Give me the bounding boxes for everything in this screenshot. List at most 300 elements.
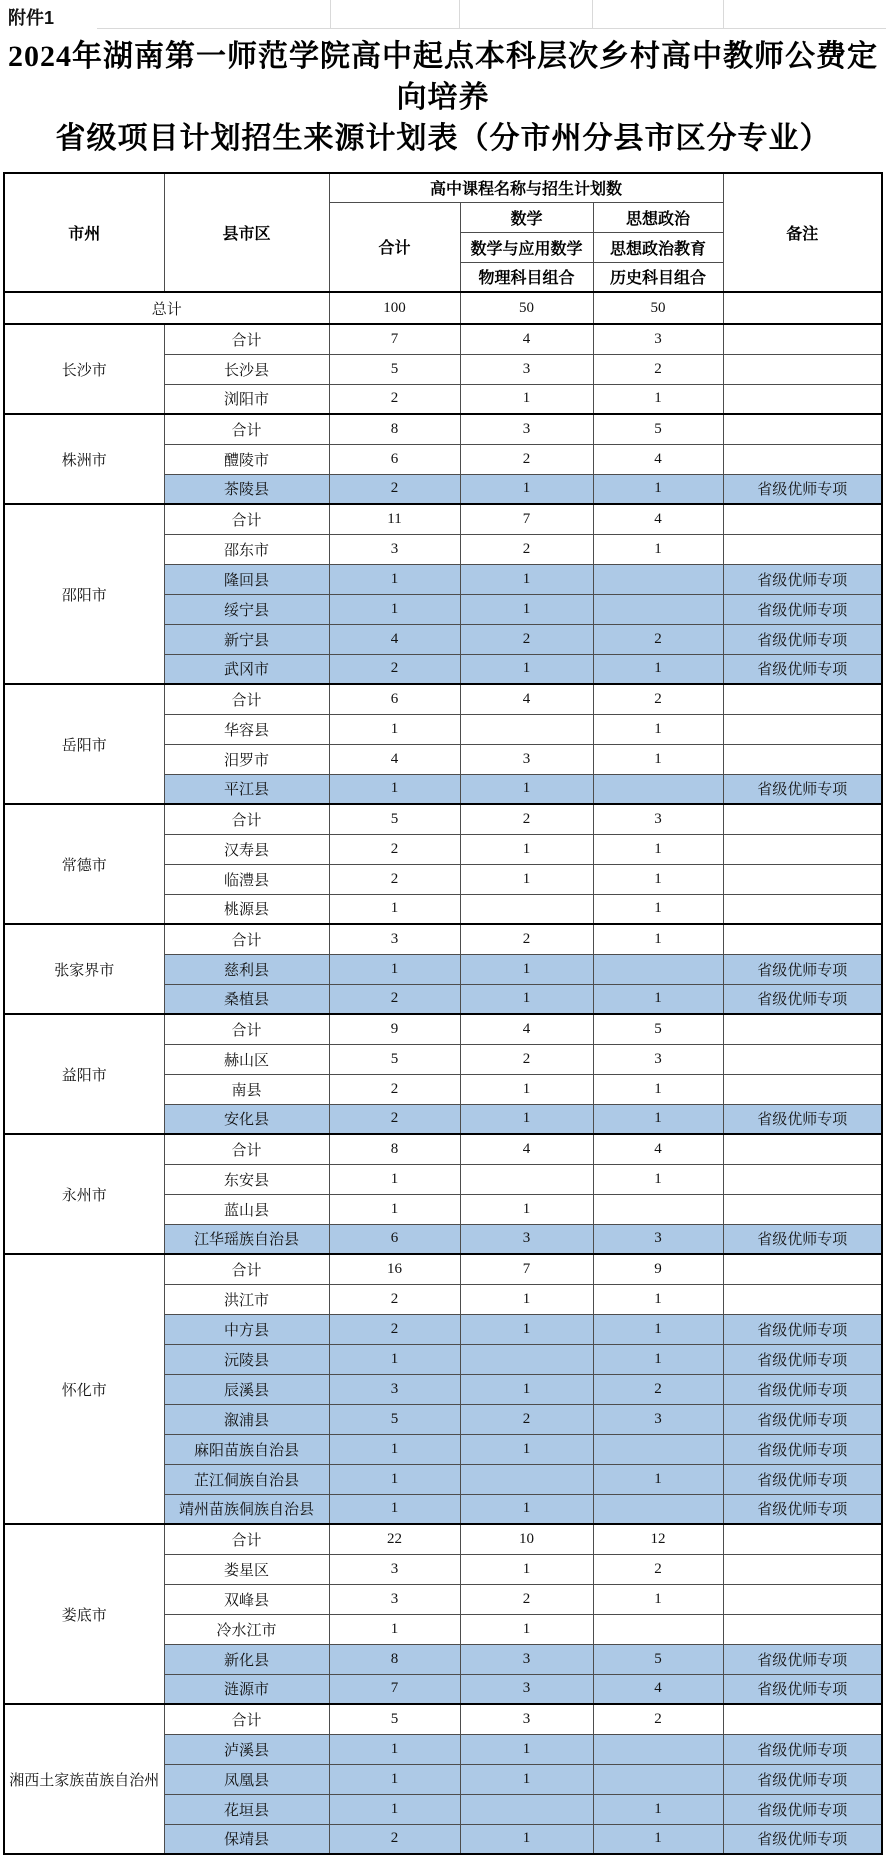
remark-cell: 省级优师专项 — [723, 624, 882, 654]
math-cell: 1 — [460, 384, 593, 414]
math-cell: 1 — [460, 1374, 593, 1404]
math-cell — [460, 714, 593, 744]
math-cell: 2 — [460, 804, 593, 834]
county-cell: 东安县 — [164, 1164, 329, 1194]
city-cell: 株洲市 — [4, 414, 164, 504]
city-cell: 常德市 — [4, 804, 164, 924]
county-cell: 涟源市 — [164, 1674, 329, 1704]
city-cell: 永州市 — [4, 1134, 164, 1254]
page-title-line1: 2024年湖南第一师范学院高中起点本科层次乡村高中教师公费定向培养 — [8, 40, 878, 114]
politics-cell: 1 — [593, 924, 723, 954]
math-cell: 4 — [460, 684, 593, 714]
remark-cell — [723, 864, 882, 894]
politics-cell: 1 — [593, 1314, 723, 1344]
math-cell: 1 — [460, 984, 593, 1014]
remark-cell: 省级优师专项 — [723, 1314, 882, 1344]
county-cell: 桑植县 — [164, 984, 329, 1014]
politics-cell: 1 — [593, 894, 723, 924]
politics-cell: 1 — [593, 1074, 723, 1104]
math-cell: 1 — [460, 1614, 593, 1644]
county-cell: 洪江市 — [164, 1284, 329, 1314]
total-cell: 2 — [329, 384, 460, 414]
county-cell: 花垣县 — [164, 1794, 329, 1824]
county-cell: 临澧县 — [164, 864, 329, 894]
remark-cell — [723, 714, 882, 744]
table-header — [4, 173, 882, 292]
math-cell: 4 — [460, 324, 593, 354]
politics-cell: 3 — [593, 1404, 723, 1434]
remark-cell — [723, 444, 882, 474]
header-course-group: 高中课程名称与招生计划数 — [329, 173, 723, 202]
county-cell: 茶陵县 — [164, 474, 329, 504]
county-cell: 辰溪县 — [164, 1374, 329, 1404]
politics-cell: 1 — [593, 1164, 723, 1194]
remark-cell: 省级优师专项 — [723, 1104, 882, 1134]
politics-cell — [593, 594, 723, 624]
header-math: 数学 — [460, 202, 593, 232]
total-cell: 2 — [329, 984, 460, 1014]
total-cell: 1 — [329, 1614, 460, 1644]
total-cell: 1 — [329, 1734, 460, 1764]
total-cell: 8 — [329, 1134, 460, 1164]
county-cell: 邵东市 — [164, 534, 329, 564]
total-cell: 3 — [329, 1374, 460, 1404]
remark-cell: 省级优师专项 — [723, 594, 882, 624]
total-cell: 1 — [329, 1164, 460, 1194]
politics-cell: 2 — [593, 1704, 723, 1734]
remark-cell — [723, 1584, 882, 1614]
table-row — [4, 324, 882, 354]
math-cell: 1 — [460, 1104, 593, 1134]
county-cell: 凤凰县 — [164, 1764, 329, 1794]
header-county: 县市区 — [164, 173, 329, 292]
remark-cell: 省级优师专项 — [723, 1344, 882, 1374]
county-cell: 娄星区 — [164, 1554, 329, 1584]
remark-cell — [723, 414, 882, 444]
politics-cell — [593, 1434, 723, 1464]
total-cell: 11 — [329, 504, 460, 534]
remark-cell: 省级优师专项 — [723, 954, 882, 984]
remark-cell — [723, 1704, 882, 1734]
remark-cell — [723, 744, 882, 774]
remark-cell: 省级优师专项 — [723, 1464, 882, 1494]
grand-total-label: 总计 — [4, 292, 329, 324]
math-cell: 2 — [460, 1044, 593, 1074]
total-cell: 2 — [329, 1824, 460, 1854]
total-cell: 1 — [329, 1764, 460, 1794]
table-row — [4, 1704, 882, 1734]
header-remark: 备注 — [723, 173, 882, 292]
math-cell: 2 — [460, 1584, 593, 1614]
politics-cell: 1 — [593, 474, 723, 504]
county-cell: 靖州苗族侗族自治县 — [164, 1494, 329, 1524]
county-cell: 麻阳苗族自治县 — [164, 1434, 329, 1464]
math-cell — [460, 894, 593, 924]
politics-cell: 5 — [593, 1644, 723, 1674]
math-cell: 4 — [460, 1134, 593, 1164]
math-cell: 1 — [460, 834, 593, 864]
header-politics-subject: 历史科目组合 — [593, 262, 723, 292]
politics-cell — [593, 1194, 723, 1224]
politics-cell: 1 — [593, 1464, 723, 1494]
county-cell: 南县 — [164, 1074, 329, 1104]
total-cell: 1 — [329, 1464, 460, 1494]
remark-cell — [723, 354, 882, 384]
math-cell — [460, 1464, 593, 1494]
politics-cell: 1 — [593, 984, 723, 1014]
math-cell: 1 — [460, 864, 593, 894]
county-cell: 汉寿县 — [164, 834, 329, 864]
county-cell: 长沙县 — [164, 354, 329, 384]
math-cell — [460, 1794, 593, 1824]
county-cell: 浏阳市 — [164, 384, 329, 414]
politics-cell: 12 — [593, 1524, 723, 1554]
total-cell: 3 — [329, 924, 460, 954]
politics-cell: 9 — [593, 1254, 723, 1284]
math-cell: 1 — [460, 954, 593, 984]
county-cell: 合计 — [164, 1524, 329, 1554]
politics-cell: 1 — [593, 744, 723, 774]
remark-cell — [723, 1014, 882, 1044]
total-cell: 1 — [329, 594, 460, 624]
politics-cell: 1 — [593, 1794, 723, 1824]
table-row — [4, 1524, 882, 1554]
remark-cell — [723, 1194, 882, 1224]
total-cell: 2 — [329, 1104, 460, 1134]
county-cell: 合计 — [164, 504, 329, 534]
total-cell: 2 — [329, 474, 460, 504]
remark-cell — [723, 1254, 882, 1284]
county-cell: 新化县 — [164, 1644, 329, 1674]
politics-cell: 3 — [593, 1044, 723, 1074]
total-cell: 2 — [329, 834, 460, 864]
total-cell: 9 — [329, 1014, 460, 1044]
total-cell: 100 — [329, 292, 460, 324]
remark-cell — [723, 1614, 882, 1644]
politics-cell: 1 — [593, 1104, 723, 1134]
total-cell: 1 — [329, 714, 460, 744]
remark-cell — [723, 324, 882, 354]
math-cell: 10 — [460, 1524, 593, 1554]
remark-cell — [723, 292, 882, 324]
grand-total-row — [4, 292, 882, 324]
politics-cell: 1 — [593, 1584, 723, 1614]
politics-cell — [593, 564, 723, 594]
remark-cell: 省级优师专项 — [723, 1374, 882, 1404]
county-cell: 沅陵县 — [164, 1344, 329, 1374]
total-cell: 6 — [329, 684, 460, 714]
politics-cell — [593, 774, 723, 804]
county-cell: 赫山区 — [164, 1044, 329, 1074]
county-cell: 芷江侗族自治县 — [164, 1464, 329, 1494]
remark-cell: 省级优师专项 — [723, 1674, 882, 1704]
remark-cell — [723, 1554, 882, 1584]
politics-cell — [593, 1734, 723, 1764]
remark-cell — [723, 924, 882, 954]
table-row — [4, 1254, 882, 1284]
county-cell: 泸溪县 — [164, 1734, 329, 1764]
total-cell: 2 — [329, 1314, 460, 1344]
county-cell: 溆浦县 — [164, 1404, 329, 1434]
total-cell: 1 — [329, 564, 460, 594]
table-row — [4, 504, 882, 534]
total-cell: 5 — [329, 354, 460, 384]
remark-cell — [723, 1044, 882, 1074]
politics-cell — [593, 1614, 723, 1644]
total-cell: 1 — [329, 774, 460, 804]
county-cell: 安化县 — [164, 1104, 329, 1134]
politics-cell: 3 — [593, 804, 723, 834]
total-cell: 4 — [329, 624, 460, 654]
page-title-line2: 省级项目计划招生来源计划表（分市州分县市区分专业） — [55, 122, 831, 155]
header-city: 市州 — [4, 173, 164, 292]
county-cell: 隆回县 — [164, 564, 329, 594]
county-cell: 中方县 — [164, 1314, 329, 1344]
math-cell: 1 — [460, 1314, 593, 1344]
politics-cell: 3 — [593, 1224, 723, 1254]
table-row — [4, 1014, 882, 1044]
math-cell: 1 — [460, 1824, 593, 1854]
county-cell: 新宁县 — [164, 624, 329, 654]
remark-cell: 省级优师专项 — [723, 774, 882, 804]
total-cell: 1 — [329, 1194, 460, 1224]
county-cell: 平江县 — [164, 774, 329, 804]
total-cell: 2 — [329, 864, 460, 894]
total-cell: 7 — [329, 324, 460, 354]
politics-cell: 4 — [593, 444, 723, 474]
math-cell: 3 — [460, 1674, 593, 1704]
politics-cell: 1 — [593, 384, 723, 414]
politics-cell: 2 — [593, 1374, 723, 1404]
county-cell: 桃源县 — [164, 894, 329, 924]
city-cell: 岳阳市 — [4, 684, 164, 804]
politics-cell: 4 — [593, 1674, 723, 1704]
county-cell: 合计 — [164, 924, 329, 954]
total-cell: 8 — [329, 1644, 460, 1674]
county-cell: 慈利县 — [164, 954, 329, 984]
politics-cell: 1 — [593, 1284, 723, 1314]
total-cell: 22 — [329, 1524, 460, 1554]
math-cell: 1 — [460, 1734, 593, 1764]
total-cell: 3 — [329, 1584, 460, 1614]
total-cell: 2 — [329, 1074, 460, 1104]
remark-cell — [723, 534, 882, 564]
math-cell: 1 — [460, 1554, 593, 1584]
total-cell: 16 — [329, 1254, 460, 1284]
page-title — [0, 28, 886, 172]
county-cell: 绥宁县 — [164, 594, 329, 624]
total-cell: 6 — [329, 444, 460, 474]
remark-cell: 省级优师专项 — [723, 1794, 882, 1824]
politics-cell: 1 — [593, 1824, 723, 1854]
politics-cell: 2 — [593, 354, 723, 384]
total-cell: 6 — [329, 1224, 460, 1254]
politics-cell: 1 — [593, 864, 723, 894]
county-cell: 合计 — [164, 1014, 329, 1044]
total-cell: 2 — [329, 1284, 460, 1314]
politics-cell: 1 — [593, 834, 723, 864]
county-cell: 蓝山县 — [164, 1194, 329, 1224]
math-cell: 2 — [460, 1404, 593, 1434]
total-cell: 1 — [329, 1794, 460, 1824]
math-cell: 3 — [460, 744, 593, 774]
math-cell: 2 — [460, 444, 593, 474]
politics-cell: 1 — [593, 1344, 723, 1374]
math-cell: 3 — [460, 1644, 593, 1674]
total-cell: 5 — [329, 1044, 460, 1074]
city-cell: 邵阳市 — [4, 504, 164, 684]
total-cell: 5 — [329, 1704, 460, 1734]
remark-cell: 省级优师专项 — [723, 564, 882, 594]
math-cell: 3 — [460, 1704, 593, 1734]
remark-cell: 省级优师专项 — [723, 654, 882, 684]
remark-cell: 省级优师专项 — [723, 1404, 882, 1434]
total-cell: 2 — [329, 654, 460, 684]
total-cell: 4 — [329, 744, 460, 774]
politics-cell: 50 — [593, 292, 723, 324]
total-cell: 3 — [329, 534, 460, 564]
remark-cell — [723, 1284, 882, 1314]
politics-cell: 4 — [593, 504, 723, 534]
county-cell: 合计 — [164, 684, 329, 714]
city-cell: 娄底市 — [4, 1524, 164, 1704]
city-cell: 益阳市 — [4, 1014, 164, 1134]
plan-table — [3, 172, 883, 1855]
politics-cell: 4 — [593, 1134, 723, 1164]
remark-cell: 省级优师专项 — [723, 1734, 882, 1764]
city-cell: 怀化市 — [4, 1254, 164, 1524]
math-cell: 7 — [460, 1254, 593, 1284]
politics-cell: 1 — [593, 714, 723, 744]
county-cell: 醴陵市 — [164, 444, 329, 474]
remark-cell: 省级优师专项 — [723, 984, 882, 1014]
county-cell: 合计 — [164, 804, 329, 834]
math-cell: 3 — [460, 414, 593, 444]
county-cell: 保靖县 — [164, 1824, 329, 1854]
politics-cell: 2 — [593, 624, 723, 654]
table-row — [4, 684, 882, 714]
politics-cell: 1 — [593, 534, 723, 564]
total-cell: 1 — [329, 894, 460, 924]
politics-cell: 5 — [593, 1014, 723, 1044]
header-total: 合计 — [329, 202, 460, 292]
politics-cell: 2 — [593, 1554, 723, 1584]
total-cell: 1 — [329, 1434, 460, 1464]
remark-cell: 省级优师专项 — [723, 474, 882, 504]
math-cell: 1 — [460, 474, 593, 504]
remark-cell — [723, 1524, 882, 1554]
remark-cell: 省级优师专项 — [723, 1644, 882, 1674]
county-cell: 武冈市 — [164, 654, 329, 684]
county-cell: 双峰县 — [164, 1584, 329, 1614]
city-cell: 长沙市 — [4, 324, 164, 414]
total-cell: 5 — [329, 1404, 460, 1434]
total-cell: 8 — [329, 414, 460, 444]
remark-cell — [723, 1164, 882, 1194]
math-cell: 4 — [460, 1014, 593, 1044]
total-cell: 1 — [329, 1494, 460, 1524]
county-cell: 合计 — [164, 1254, 329, 1284]
politics-cell: 5 — [593, 414, 723, 444]
math-cell: 2 — [460, 534, 593, 564]
table-row — [4, 924, 882, 954]
county-cell: 合计 — [164, 324, 329, 354]
total-cell: 7 — [329, 1674, 460, 1704]
county-cell: 合计 — [164, 414, 329, 444]
table-row — [4, 1134, 882, 1164]
total-cell: 5 — [329, 804, 460, 834]
math-cell: 2 — [460, 924, 593, 954]
county-cell: 汨罗市 — [164, 744, 329, 774]
math-cell: 1 — [460, 1434, 593, 1464]
math-cell: 1 — [460, 1764, 593, 1794]
remark-cell: 省级优师专项 — [723, 1494, 882, 1524]
math-cell: 1 — [460, 1074, 593, 1104]
politics-cell: 1 — [593, 654, 723, 684]
remark-cell — [723, 804, 882, 834]
table-body — [4, 292, 882, 1854]
politics-cell — [593, 1494, 723, 1524]
remark-cell — [723, 834, 882, 864]
total-cell: 1 — [329, 954, 460, 984]
total-cell: 1 — [329, 1344, 460, 1374]
remark-cell — [723, 1134, 882, 1164]
math-cell: 1 — [460, 774, 593, 804]
politics-cell — [593, 954, 723, 984]
politics-cell: 3 — [593, 324, 723, 354]
city-cell: 湘西土家族苗族自治州 — [4, 1704, 164, 1854]
math-cell: 1 — [460, 1494, 593, 1524]
remark-cell — [723, 504, 882, 534]
remark-cell — [723, 894, 882, 924]
header-math-major: 数学与应用数学 — [460, 232, 593, 262]
math-cell: 3 — [460, 1224, 593, 1254]
math-cell: 1 — [460, 1194, 593, 1224]
remark-cell — [723, 1074, 882, 1104]
county-cell: 华容县 — [164, 714, 329, 744]
remark-cell — [723, 684, 882, 714]
politics-cell: 2 — [593, 684, 723, 714]
math-cell: 2 — [460, 624, 593, 654]
math-cell — [460, 1344, 593, 1374]
politics-cell — [593, 1764, 723, 1794]
remark-cell: 省级优师专项 — [723, 1224, 882, 1254]
remark-cell — [723, 384, 882, 414]
remark-cell: 省级优师专项 — [723, 1764, 882, 1794]
table-row — [4, 804, 882, 834]
math-cell: 1 — [460, 654, 593, 684]
math-cell: 1 — [460, 594, 593, 624]
county-cell: 合计 — [164, 1704, 329, 1734]
header-politics: 思想政治 — [593, 202, 723, 232]
county-cell: 冷水江市 — [164, 1614, 329, 1644]
table-row — [4, 414, 882, 444]
math-cell: 50 — [460, 292, 593, 324]
math-cell: 1 — [460, 564, 593, 594]
math-cell: 3 — [460, 354, 593, 384]
city-cell: 张家界市 — [4, 924, 164, 1014]
math-cell — [460, 1164, 593, 1194]
attachment-label: 附件1 — [8, 8, 55, 28]
county-cell: 合计 — [164, 1134, 329, 1164]
math-cell: 7 — [460, 504, 593, 534]
header-math-subject: 物理科目组合 — [460, 262, 593, 292]
math-cell: 1 — [460, 1284, 593, 1314]
header-politics-major: 思想政治教育 — [593, 232, 723, 262]
county-cell: 江华瑶族自治县 — [164, 1224, 329, 1254]
total-cell: 3 — [329, 1554, 460, 1584]
remark-cell: 省级优师专项 — [723, 1434, 882, 1464]
